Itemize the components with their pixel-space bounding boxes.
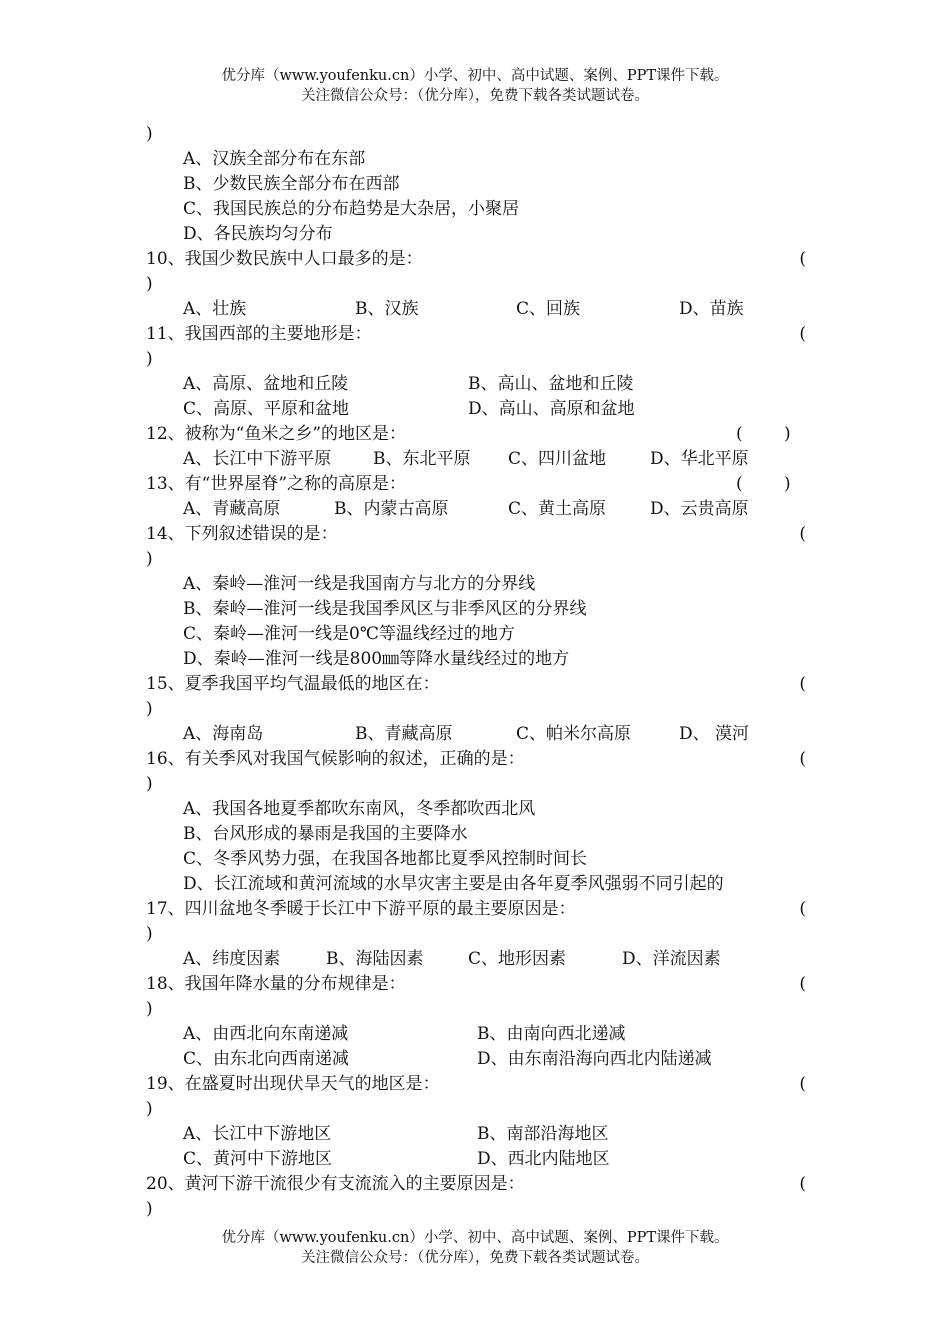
page-header	[0, 66, 950, 106]
q17-option-c: C、地形因素	[468, 949, 567, 969]
q10-option-d: D、苗族	[679, 299, 744, 319]
q13-option-d: D、云贵高原	[650, 499, 749, 519]
q15-paren-close: )	[146, 699, 153, 719]
q14-option-a: A、秦岭—淮河一线是我国南方与北方的分界线	[183, 574, 536, 594]
q18-option-c: C、由东北向西南递减	[183, 1049, 350, 1069]
q18-options-ab	[146, 1022, 806, 1047]
q11-options-ab	[146, 372, 806, 397]
q9-option-a: A、汉族全部分布在东部	[183, 149, 366, 169]
q11-options-cd	[146, 397, 806, 422]
q15-option-d: D、 漠河	[679, 724, 750, 744]
answer-parens: ( )	[736, 424, 791, 444]
q10-option-a: A、壮族	[183, 299, 247, 319]
q18-option-d: D、由东南沿海向西北内陆递减	[477, 1049, 712, 1069]
q16-option-a: A、我国各地夏季都吹东南风，冬季都吹西北风	[183, 799, 536, 819]
answer-parens: ( )	[736, 474, 791, 494]
q19-options-ab	[146, 1122, 806, 1147]
q17-option-a: A、纬度因素	[183, 949, 281, 969]
q20-stem: 20、黄河下游干流很少有支流流入的主要原因是： (	[146, 1172, 806, 1197]
q17-options	[146, 947, 806, 972]
answer-paren-open: (	[799, 1174, 806, 1194]
q10-option-b: B、汉族	[355, 299, 419, 319]
q15-option-a: A、海南岛	[183, 724, 264, 744]
q19-option-b: B、南部沿海地区	[477, 1124, 609, 1144]
q14-option-c: C、秦岭—淮河一线是0℃等温线经过的地方	[183, 624, 515, 644]
q11-stem: 11、我国西部的主要地形是： (	[146, 322, 806, 347]
q12-options	[146, 447, 806, 472]
q16-option-c: C、冬季风势力强，在我国各地都比夏季风控制时间长	[183, 849, 588, 869]
answer-paren-open: (	[799, 524, 806, 544]
q19-option-d: D、西北内陆地区	[477, 1149, 610, 1169]
q11-option-d: D、高山、高原和盆地	[468, 399, 635, 419]
q10-paren-close: )	[146, 274, 153, 294]
q16-paren-close: )	[146, 774, 153, 794]
q12-option-a: A、长江中下游平原	[183, 449, 332, 469]
q16-option-b: B、台风形成的暴雨是我国的主要降水	[183, 824, 468, 844]
question-list	[146, 122, 806, 1222]
q11-paren-close: )	[146, 349, 153, 369]
q9-option-c: C、我国民族总的分布趋势是大杂居，小聚居	[183, 199, 520, 219]
footer-line-1: 优分库（www.youfenku.cn）小学、初中、高中试题、案例、PPT课件下载。	[221, 1230, 729, 1246]
q18-option-b: B、由南向西北递减	[477, 1024, 626, 1044]
q19-options-cd	[146, 1147, 806, 1172]
header-line-2: 关注微信公众号：（优分库），免费下载各类试题试卷。	[301, 88, 649, 104]
q13-stem: 13、有“世界屋脊”之称的高原是： ( )	[146, 472, 806, 497]
q9-option-d: D、各民族均匀分布	[183, 224, 333, 244]
q19-option-a: A、长江中下游地区	[183, 1124, 332, 1144]
q18-option-a: A、由西北向东南递减	[183, 1024, 349, 1044]
q15-stem: 15、夏季我国平均气温最低的地区在： (	[146, 672, 806, 697]
q16-option-d: D、长江流域和黄河流域的水旱灾害主要是由各年夏季风强弱不同引起的	[183, 874, 724, 894]
answer-paren-open: (	[799, 749, 806, 769]
q17-option-d: D、洋流因素	[622, 949, 721, 969]
q15-option-b: B、青藏高原	[355, 724, 453, 744]
q9-paren-close: )	[146, 124, 153, 144]
q14-stem: 14、下列叙述错误的是： (	[146, 522, 806, 547]
q16-stem: 16、有关季风对我国气候影响的叙述，正确的是： (	[146, 747, 806, 772]
q13-options	[146, 497, 806, 522]
q14-paren-close: )	[146, 549, 153, 569]
q17-stem: 17、四川盆地冬季暖于长江中下游平原的最主要原因是： (	[146, 897, 806, 922]
q18-stem: 18、我国年降水量的分布规律是： (	[146, 972, 806, 997]
answer-paren-open: (	[799, 249, 806, 269]
q12-option-d: D、华北平原	[650, 449, 749, 469]
page-footer	[0, 1228, 950, 1268]
q17-paren-close: )	[146, 924, 153, 944]
q19-option-c: C、黄河中下游地区	[183, 1149, 333, 1169]
q14-option-d: D、秦岭—淮河一线是800㎜等降水量线经过的地方	[183, 649, 570, 669]
q12-option-c: C、四川盆地	[508, 449, 607, 469]
q19-stem: 19、在盛夏时出现伏旱天气的地区是： (	[146, 1072, 806, 1097]
footer-line-2: 关注微信公众号：（优分库），免费下载各类试题试卷。	[301, 1250, 649, 1266]
q17-option-b: B、海陆因素	[326, 949, 424, 969]
q18-options-cd	[146, 1047, 806, 1072]
q20-paren-close: )	[146, 1199, 153, 1219]
q9-option-b: B、少数民族全部分布在西部	[183, 174, 400, 194]
q19-paren-close: )	[146, 1099, 153, 1119]
q12-stem: 12、被称为“鱼米之乡”的地区是： ( )	[146, 422, 806, 447]
q15-options	[146, 722, 806, 747]
q13-option-c: C、黄土高原	[508, 499, 607, 519]
q18-paren-close: )	[146, 999, 153, 1019]
q11-option-c: C、高原、平原和盆地	[183, 399, 350, 419]
answer-paren-open: (	[799, 974, 806, 994]
q11-option-a: A、高原、盆地和丘陵	[183, 374, 349, 394]
answer-paren-open: (	[799, 324, 806, 344]
q13-option-a: A、青藏高原	[183, 499, 281, 519]
q10-options	[146, 297, 806, 322]
q14-option-b: B、秦岭—淮河一线是我国季风区与非季风区的分界线	[183, 599, 587, 619]
q11-option-b: B、高山、盆地和丘陵	[468, 374, 634, 394]
answer-paren-open: (	[799, 1074, 806, 1094]
answer-paren-open: (	[799, 674, 806, 694]
answer-paren-open: (	[799, 899, 806, 919]
q13-option-b: B、内蒙古高原	[334, 499, 449, 519]
q15-option-c: C、帕米尔高原	[516, 724, 632, 744]
header-line-1: 优分库（www.youfenku.cn）小学、初中、高中试题、案例、PPT课件下载。	[221, 68, 729, 84]
q12-option-b: B、东北平原	[373, 449, 471, 469]
q10-option-c: C、回族	[516, 299, 581, 319]
q10-stem: 10、我国少数民族中人口最多的是： (	[146, 247, 806, 272]
